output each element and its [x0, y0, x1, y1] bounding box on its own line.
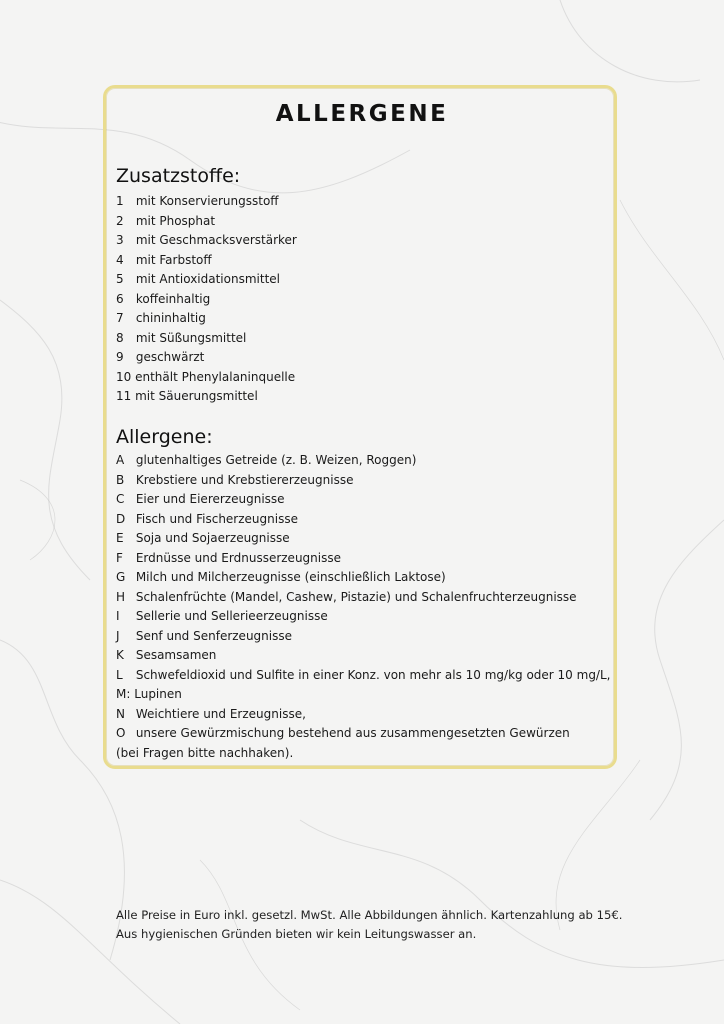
allergens-heading: Allergene: [116, 426, 213, 448]
list-item: 5 mit Antioxidationsmittel [116, 272, 280, 286]
page-title: ALLERGENE [275, 101, 449, 127]
footer-line-2: Aus hygienischen Gründen bieten wir kein Leitungswasser an. [116, 927, 477, 941]
list-item: 6 koffeinhaltig [116, 291, 211, 306]
list-item: F Erdnüsse und Erdnusserzeugnisse [116, 550, 341, 565]
list-item: L Schwefeldioxid und Sulfite in einer Konz. von mehr als 10 mg/kg oder 10 mg/L, [116, 667, 611, 682]
list-item: N Weichtiere und Erzeugnisse, [116, 706, 306, 721]
list-item: E Soja und Sojaerzeugnisse [116, 531, 290, 545]
list-item: A glutenhaltiges Getreide (z. B. Weizen, Roggen) [116, 453, 417, 467]
list-item: O unsere Gewürzmischung bestehend aus zusammengesetzten Gewürzen (bei Fragen bitte nachhaken). [116, 726, 570, 760]
list-item: D Fisch und Fischerzeugnisse [116, 511, 298, 526]
list-item: I Sellerie und Sellerieerzeugnisse [116, 609, 328, 623]
list-item: H Schalenfrüchte (Mandel, Cashew, Pistazie) und Schalenfruchterzeugnisse [116, 589, 577, 604]
list-item: C Eier und Eiererzeugnisse [116, 492, 285, 506]
list-item: 1 mit Konservierungsstoff [116, 194, 279, 208]
list-item: J Senf und Senferzeugnisse [116, 628, 292, 643]
additives-heading: Zusatzstoffe: [116, 165, 241, 187]
list-item: 8 mit Süßungsmittel [116, 330, 247, 345]
footer-note [116, 906, 622, 944]
list-item: K Sesamsamen [116, 648, 217, 662]
list-item: 2 mit Phosphat [116, 213, 216, 228]
list-item: 9 geschwärzt [116, 350, 205, 364]
list-item: 10 enthält Phenylalaninquelle [116, 369, 296, 384]
allergens-list [116, 451, 610, 763]
list-item: 3 mit Geschmacksverstärker [116, 233, 297, 247]
list-item: G Milch und Milcherzeugnisse (einschließlich Laktose) [116, 570, 446, 584]
list-item: M: Lupinen [116, 687, 182, 701]
footer-line-1: Alle Preise in Euro inkl. gesetzl. MwSt. Alle Abbildungen ähnlich. Kartenzahlung ab 15€. [116, 908, 623, 922]
additives-list [116, 192, 297, 407]
list-item: 4 mit Farbstoff [116, 252, 212, 267]
list-item: 11 mit Säuerungsmittel [116, 389, 258, 403]
list-item: 7 chininhaltig [116, 311, 206, 325]
list-item: B Krebstiere und Krebstiererzeugnisse [116, 472, 354, 487]
